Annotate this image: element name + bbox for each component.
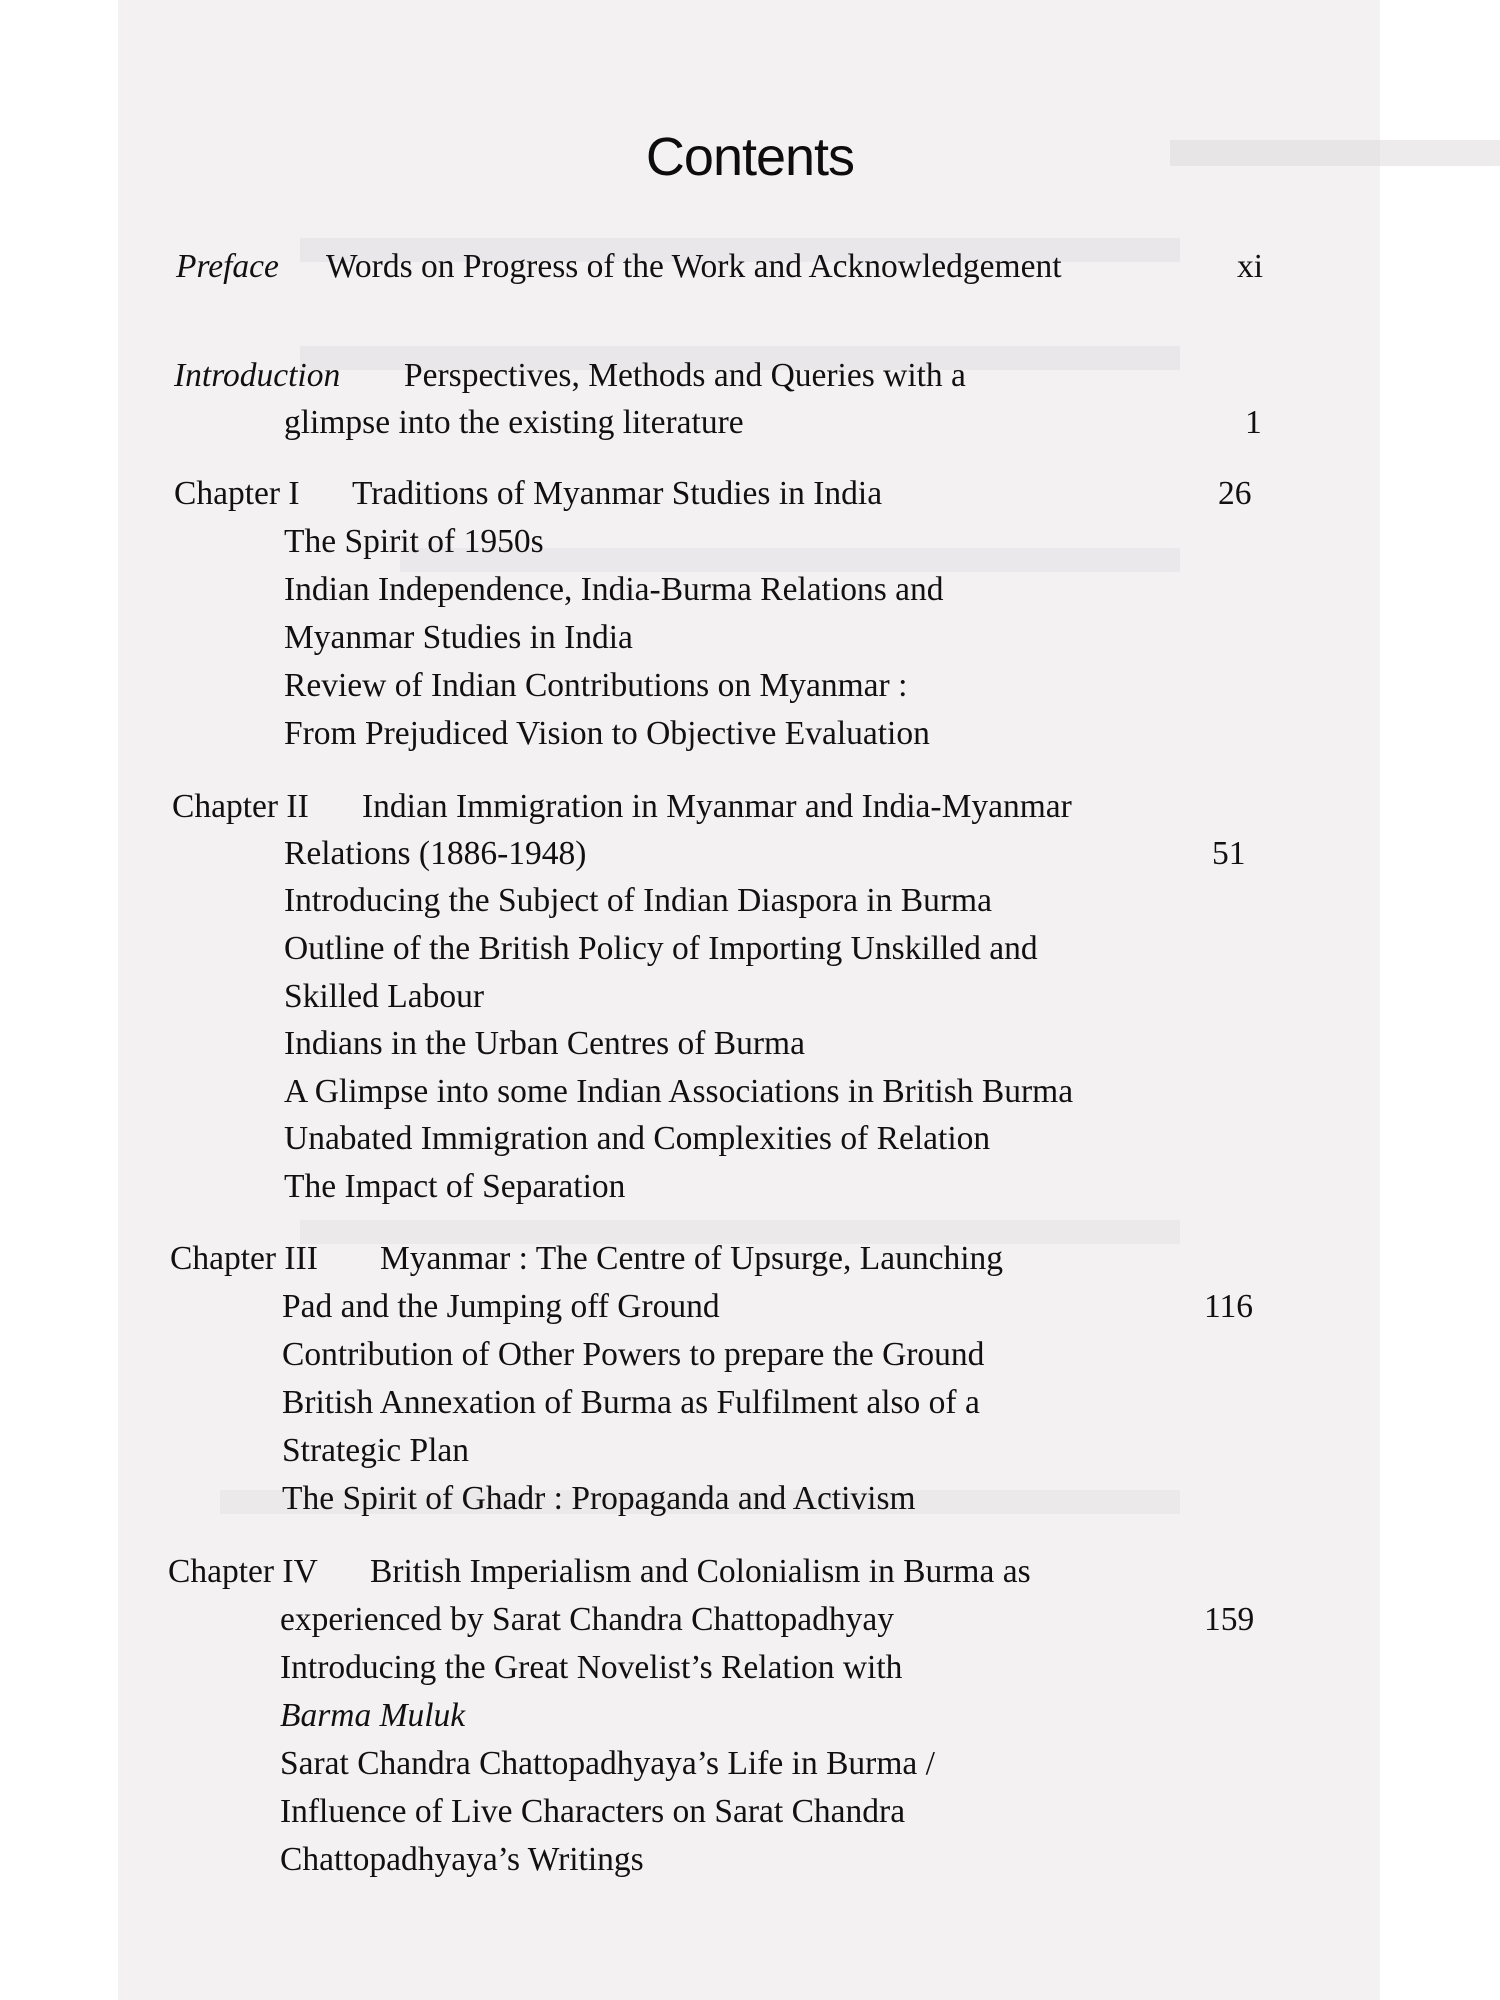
chapter4-title-line2: experienced by Sarat Chandra Chattopadhyay xyxy=(280,1601,894,1638)
chapter2-section: A Glimpse into some Indian Associations in British Burma xyxy=(284,1073,1074,1110)
chapter2-section: The Impact of Separation xyxy=(284,1168,626,1205)
introduction-page: 1 xyxy=(1245,404,1262,441)
chapter2-title-line1: Indian Immigration in Myanmar and India-Myanmar xyxy=(362,788,1072,825)
chapter2-label: Chapter II xyxy=(172,788,309,825)
chapter2-page: 51 xyxy=(1212,835,1246,872)
chapter1-label: Chapter I xyxy=(174,475,300,512)
chapter4-page: 159 xyxy=(1204,1601,1255,1638)
chapter1-page: 26 xyxy=(1218,475,1252,512)
chapter1-section: Myanmar Studies in India xyxy=(284,619,633,656)
chapter3-page: 116 xyxy=(1204,1288,1254,1325)
chapter4-section: Introducing the Great Novelist’s Relation with xyxy=(280,1649,903,1686)
introduction-text-line2: glimpse into the existing literature xyxy=(284,404,744,441)
chapter4-section: Barma Muluk xyxy=(280,1697,466,1734)
introduction-label: Introduction xyxy=(174,357,341,394)
chapter3-title-line2: Pad and the Jumping off Ground xyxy=(282,1288,720,1325)
chapter1-title: Traditions of Myanmar Studies in India xyxy=(352,475,883,512)
preface-text: Words on Progress of the Work and Acknowledgement xyxy=(326,248,1062,285)
chapter4-section: Sarat Chandra Chattopadhyaya’s Life in Burma / xyxy=(280,1745,935,1782)
chapter3-section: Contribution of Other Powers to prepare the Ground xyxy=(282,1336,985,1373)
chapter3-section: Strategic Plan xyxy=(282,1432,469,1469)
page-title: Contents xyxy=(645,127,855,187)
chapter2-section: Unabated Immigration and Complexities of Relation xyxy=(284,1120,991,1157)
chapter1-section: Review of Indian Contributions on Myanmar : xyxy=(284,667,908,704)
chapter3-label: Chapter III xyxy=(170,1240,318,1277)
chapter2-section: Introducing the Subject of Indian Diaspora in Burma xyxy=(284,882,992,919)
chapter1-section: From Prejudiced Vision to Objective Evaluation xyxy=(284,715,930,752)
chapter3-section: The Spirit of Ghadr : Propaganda and Activism xyxy=(282,1480,916,1517)
chapter2-section: Outline of the British Policy of Importing Unskilled and xyxy=(284,930,1038,967)
preface-page: xi xyxy=(1237,248,1264,285)
chapter2-section: Indians in the Urban Centres of Burma xyxy=(284,1025,805,1062)
chapter4-section: Influence of Live Characters on Sarat Chandra xyxy=(280,1793,906,1830)
chapter2-section: Skilled Labour xyxy=(284,978,485,1015)
chapter1-section: Indian Independence, India-Burma Relations and xyxy=(284,571,944,608)
chapter1-section: The Spirit of 1950s xyxy=(284,523,544,560)
chapter2-title-line2: Relations (1886-1948) xyxy=(284,835,587,872)
chapter4-label: Chapter IV xyxy=(168,1553,318,1590)
chapter4-section: Chattopadhyaya’s Writings xyxy=(280,1841,644,1878)
chapter3-title-line1: Myanmar : The Centre of Upsurge, Launching xyxy=(380,1240,1004,1277)
introduction-text-line1: Perspectives, Methods and Queries with a xyxy=(404,357,966,394)
preface-label: Preface xyxy=(176,248,279,285)
chapter3-section: British Annexation of Burma as Fulfilment also of a xyxy=(282,1384,980,1421)
chapter4-title-line1: British Imperialism and Colonialism in Burma as xyxy=(370,1553,1031,1590)
